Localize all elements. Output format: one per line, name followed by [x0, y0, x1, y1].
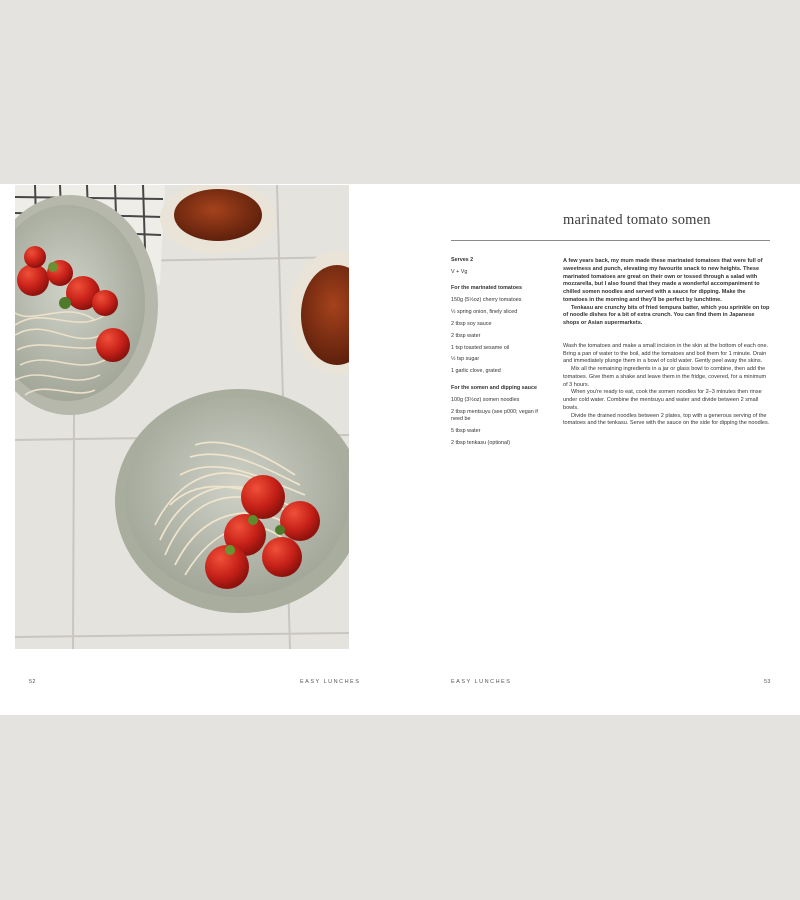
ingredient-item: 2 tbsp tenkasu (optional) — [451, 440, 511, 447]
ingredient-item: 2 tbsp soy sauce — [451, 320, 492, 327]
ingredient-group-heading: For the somen and dipping sauce — [451, 385, 537, 392]
ingredient-item: 1 tsp toasted sesame oil — [451, 344, 510, 351]
ingredients-column — [451, 257, 551, 452]
food-photo-illustration — [15, 185, 349, 649]
title-rule — [451, 240, 770, 241]
method-step: Mix all the remaining ingredients in a jar or glass bowl to combine, then add the tomatoes. Give them a shake and leave them in the fridge, covered, for a minimum of 3 hours. — [563, 366, 767, 388]
ingredient-item: ½ spring onion, finely sliced — [451, 308, 518, 315]
food-photo — [15, 185, 349, 649]
diet-label: V + Vg — [451, 269, 468, 275]
right-page-number: 53 — [764, 679, 771, 685]
ingredient-item: 2 tbsp water — [451, 332, 481, 339]
method-steps — [563, 343, 771, 428]
ingredient-item: 150g (5½oz) cherry tomatoes — [451, 297, 522, 303]
left-running-head: EASY LUNCHES — [300, 679, 361, 685]
ingredient-item: 2 tbsp mentsuyu (see p000; vegan if need be — [451, 409, 538, 423]
method-step: Wash the tomatoes and make a small incision in the skin at the bottom of each one. Bring a pan of water to the boil, add the tomatoes and boil them for 1 minute. Drain and immediately plunge them in a bowl of cold water. Gently peel away the skins. — [563, 342, 769, 365]
method-step: Divide the drained noodles between 2 plates, top with a generous serving of the tomatoes and the tenkasu. Serve with the sauce on the side for dipping the noodles. — [563, 412, 770, 427]
recipe-text-column — [563, 258, 771, 428]
ingredient-item: 1 garlic clove, grated — [451, 368, 501, 375]
ingredient-item: ½ tsp sugar — [451, 356, 480, 363]
method-step: When you're ready to eat, cook the somen noodles for 2–3 minutes then rinse under cold water. Combine the mentsuyu and water and divide between 2 small bowls. — [563, 389, 762, 411]
right-running-head: EASY LUNCHES — [451, 679, 512, 685]
ingredient-group-heading: For the marinated tomatoes — [451, 285, 522, 291]
left-page-number: 52 — [29, 679, 36, 685]
ingredient-item: 5 tbsp water — [451, 428, 481, 435]
intro-paragraph: Tenkasu are crunchy bits of fried tempura batter, which you sprinkle on top of noodle dishes for a bit of extra crunch. You can find them in Japanese shops or Asian supermarkets. — [563, 304, 770, 326]
recipe-title: marinated tomato somen — [563, 212, 711, 228]
serves: Serves 2 — [451, 257, 474, 263]
book-spread — [0, 184, 800, 715]
ingredient-item: 100g (3½oz) somen noodles — [451, 397, 520, 404]
intro-paragraph: A few years back, my mum made these marinated tomatoes that were full of sweetness and punch, elevating my favourite snack to new heights. These marinated tomatoes are great on their own or tossed through a salad with mozzarella, but I also found that they made a wonderful accompaniment to chilled somen noodles and served with a sauce for dipping. Make the tomatoes in the morning and they'll be perfect by lunchtime. — [563, 258, 763, 303]
